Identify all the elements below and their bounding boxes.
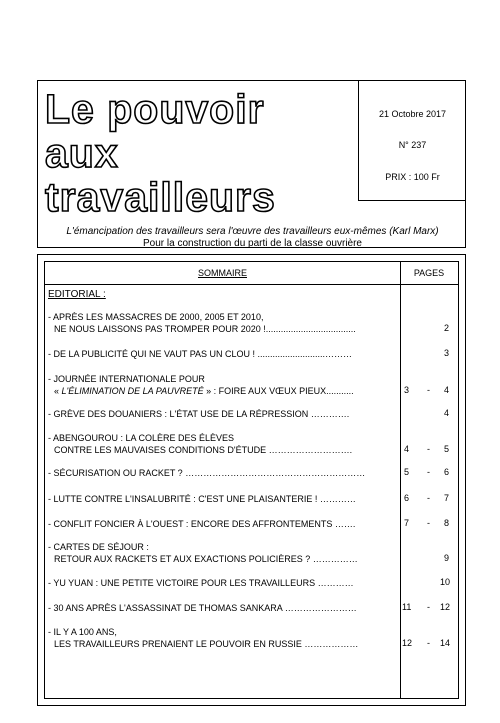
toc-entry[interactable]: [48, 541, 393, 565]
page-dash: -: [427, 444, 430, 454]
toc-entry[interactable]: [48, 602, 393, 614]
page-dash: -: [427, 467, 430, 477]
quote-open: «: [54, 386, 62, 396]
entry-line-1: - 30 ANS APRÈS L'ASSASSINAT DE THOMAS SANKARA ……………………: [48, 603, 357, 613]
page-start: 3: [404, 385, 410, 395]
pages-column-divider: [400, 262, 401, 698]
issue-info-box: [358, 81, 466, 201]
quote-close: » : FOIRE AUX VŒUX PIEUX...........: [203, 386, 354, 396]
page-end: 6: [444, 467, 450, 477]
toc-entry[interactable]: [48, 493, 393, 505]
entry-line-2: NE NOUS LAISSONS PAS TROMPER POUR 2020 !....................................: [54, 324, 356, 334]
emphasized-title: L'ÉLIMINATION DE LA PAUVRETÉ: [61, 386, 204, 396]
issue-date: 21 Octobre 2017: [378, 109, 447, 119]
page-end: 4: [444, 385, 450, 395]
entry-line-2: LES TRAVAILLEURS PRENAIENT LE POUVOIR EN RUSSIE ………………: [54, 639, 359, 649]
toc-entry[interactable]: [48, 518, 393, 530]
entry-line-2: RETOUR AUX RACKETS ET AUX EXACTIONS POLICIÈRES ? ……………: [54, 554, 358, 564]
entry-line-2: [48, 385, 393, 397]
page-dash: -: [427, 602, 430, 612]
entry-line-1: - SÉCURISATION OU RACKET ? ……………………………………………………: [48, 468, 366, 478]
page-end: 4: [444, 408, 450, 418]
toc-entry[interactable]: [48, 348, 393, 360]
page-start: 4: [404, 444, 410, 454]
pages-header: PAGES: [413, 268, 445, 278]
page-end: 12: [440, 602, 451, 612]
page-dash: -: [427, 385, 430, 395]
toc-entry[interactable]: [48, 577, 393, 589]
page-start: 12: [402, 638, 413, 648]
page-start: 6: [404, 493, 410, 503]
toc-entry[interactable]: [48, 432, 393, 456]
entry-line-2: CONTRE LES MAUVAISES CONDITIONS D'ÉTUDE ……………………….: [54, 445, 353, 455]
entry-line-1: - YU YUAN : UNE PETITE VICTOIRE POUR LES TRAVAILLEURS …………: [48, 578, 354, 588]
page-end: 7: [444, 493, 450, 503]
subtagline: Pour la construction du parti de la classe ouvrière: [142, 238, 362, 249]
table-of-contents: [37, 254, 466, 706]
tagline: L'émancipation des travailleurs sera l'œuvre des travailleurs eux-mêmes (Karl Marx): [66, 226, 439, 237]
entry-line-1: - CONFLIT FONCIER À L'OUEST : ENCORE DES AFFRONTEMENTS …….: [48, 519, 356, 529]
toc-entry[interactable]: [48, 626, 393, 650]
page-end: 10: [440, 577, 451, 587]
issue-number: N° 237: [398, 140, 427, 150]
entry-line-1: - APRÈS LES MASSACRES DE 2000, 2005 ET 2010,: [48, 312, 264, 322]
newspaper-title: [45, 87, 355, 219]
toc-inner-frame: [44, 261, 459, 699]
toc-entry[interactable]: [48, 373, 393, 397]
entry-line-1: - DE LA PUBLICITÉ QUI NE VAUT PAS UN CLOU ! ...........................………: [48, 349, 353, 359]
page-start: 11: [402, 602, 412, 612]
entry-line-1: - JOURNÉE INTERNATIONALE POUR: [48, 374, 205, 384]
page-dash: -: [427, 518, 430, 528]
page-end: 8: [444, 518, 450, 528]
sommaire-header: SOMMAIRE: [197, 268, 247, 278]
toc-entry[interactable]: [48, 467, 393, 479]
toc-entry[interactable]: [48, 311, 393, 335]
page-start: 5: [404, 467, 410, 477]
issue-price: PRIX : 100 Fr: [385, 172, 440, 182]
page-end: 5: [444, 444, 450, 454]
page-end: 9: [444, 553, 450, 563]
toc-entry[interactable]: [48, 408, 393, 420]
entry-line-1: - ABENGOUROU : LA COLÈRE DES ÉLÈVES: [48, 433, 235, 443]
entry-line-1: - LUTTE CONTRE L'INSALUBRITÉ : C'EST UNE PLAISANTERIE ! …………: [48, 494, 356, 504]
masthead: [37, 80, 466, 248]
page-dash: -: [427, 493, 430, 503]
page-start: 7: [404, 518, 410, 528]
page-end: 2: [444, 323, 450, 333]
title-line-3: travailleurs: [45, 174, 276, 220]
entry-line-1: - CARTES DE SÉJOUR :: [48, 542, 149, 552]
title-line-1: Le pouvoir: [45, 86, 265, 132]
entry-line-1: - GRÈVE DES DOUANIERS : L'ÉTAT USE DE LA RÉPRESSION ………….: [48, 409, 350, 419]
editorial-heading: EDITORIAL :: [48, 289, 106, 300]
header-divider: [45, 284, 458, 285]
entry-line-1: - IL Y A 100 ANS,: [48, 627, 117, 637]
page-end: 14: [440, 638, 451, 648]
page-end: 3: [444, 348, 450, 358]
title-line-2: aux: [45, 130, 119, 176]
page-dash: -: [427, 638, 430, 648]
